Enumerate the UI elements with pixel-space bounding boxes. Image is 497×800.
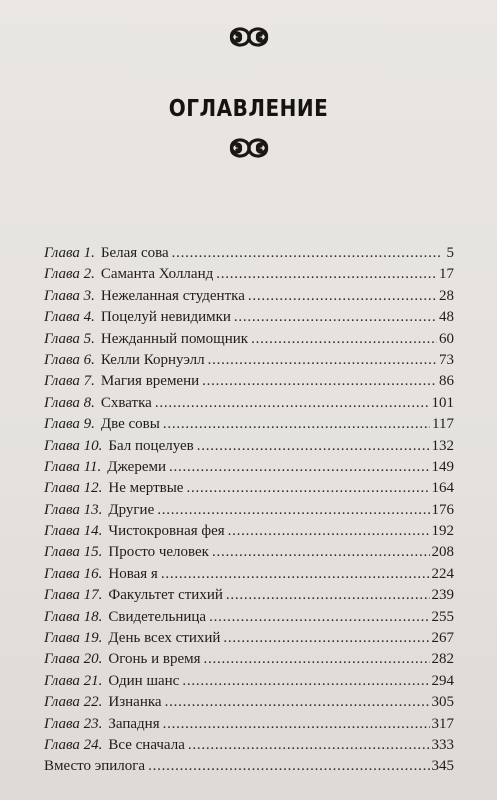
chapter-title: Свидетельница	[108, 608, 207, 625]
chapter-label: Глава	[44, 458, 80, 475]
toc-entry	[44, 542, 454, 563]
toc-entry	[44, 393, 454, 414]
page-number: 294	[431, 672, 454, 689]
chapter-number: 22.	[83, 694, 103, 711]
dot-leader	[234, 307, 437, 328]
chapter-title: Нежданный помощник	[100, 330, 249, 347]
page-number: 317	[431, 715, 454, 732]
toc-entry	[44, 286, 454, 307]
chapter-label: Глава	[44, 608, 80, 625]
page-title: ОГЛАВЛЕНИЕ	[168, 94, 329, 122]
chapter-number: 3.	[83, 287, 95, 304]
dot-leader	[223, 628, 429, 649]
dot-leader	[165, 692, 430, 713]
chapter-label: Глава	[44, 266, 80, 283]
page-number: 5	[446, 245, 454, 261]
toc-entry	[44, 500, 454, 521]
chapter-title: Поцелуй невидимки	[100, 309, 231, 326]
page-number: 73	[439, 351, 454, 368]
chapter-number: 20.	[83, 651, 103, 668]
page-number: 149	[431, 458, 454, 475]
chapter-number: 9.	[83, 416, 95, 433]
dot-leader	[155, 393, 430, 414]
chapter-label: Глава	[44, 736, 80, 753]
toc-entry	[44, 307, 454, 328]
page-number: 224	[431, 565, 454, 582]
page-number: 28	[439, 287, 454, 304]
toc-entry	[44, 436, 454, 457]
page-number: 17	[439, 266, 454, 283]
chapter-title: Не мертвые	[108, 480, 184, 497]
chapter-number: 15.	[83, 544, 103, 561]
dot-leader	[208, 350, 437, 371]
toc-entry	[44, 564, 454, 585]
epilogue-title: Вместо эпилога	[44, 758, 146, 775]
chapter-label: Глава	[44, 587, 80, 604]
chapter-label: Глава	[44, 672, 80, 689]
chapter-title: Саманта Холланд	[100, 266, 214, 283]
chapter-title: Келли Корнуэлл	[100, 351, 205, 368]
chapter-number: 10.	[83, 437, 103, 454]
toc-entry	[44, 350, 454, 371]
chapter-label: Глава	[44, 565, 80, 582]
dot-leader	[188, 735, 430, 756]
chapter-label: Глава	[44, 694, 80, 711]
toc-entry	[44, 478, 454, 499]
chapter-number: 19.	[83, 630, 103, 647]
chapter-label: Глава	[44, 523, 80, 540]
dot-leader	[163, 414, 430, 435]
toc-entry	[44, 692, 454, 713]
double-spiral-ornament-icon	[219, 135, 279, 161]
chapter-title: Один шанс	[108, 672, 180, 689]
dot-leader	[212, 542, 430, 563]
page-number: 132	[431, 437, 454, 454]
page-number: 117	[432, 416, 454, 433]
chapter-label: Глава	[44, 544, 80, 561]
toc-entry	[44, 243, 454, 264]
chapter-number: 17.	[83, 587, 103, 604]
chapter-label: Глава	[44, 651, 80, 668]
dot-leader	[216, 264, 437, 285]
toc-entry	[44, 585, 454, 606]
chapter-number: 1.	[83, 245, 95, 261]
chapter-title: Все сначала	[108, 736, 185, 753]
chapter-title: Факультет стихий	[108, 587, 223, 604]
chapter-number: 6.	[83, 351, 95, 368]
dot-leader	[209, 607, 429, 628]
chapter-number: 11.	[83, 458, 102, 475]
page-number: 60	[439, 330, 454, 347]
page-number: 333	[431, 736, 454, 753]
chapter-label: Глава	[44, 309, 80, 326]
chapter-label: Глава	[44, 501, 80, 518]
chapter-number: 23.	[83, 715, 103, 732]
page-number: 345	[431, 758, 454, 775]
chapter-title: Просто человек	[108, 544, 209, 561]
page-number: 48	[439, 309, 454, 326]
toc-entry	[44, 607, 454, 628]
page-number: 164	[431, 480, 454, 497]
toc-entry	[44, 371, 454, 392]
chapter-number: 4.	[83, 309, 95, 326]
page-number: 267	[431, 630, 454, 647]
chapter-number: 24.	[83, 736, 103, 753]
chapter-title: Две совы	[100, 416, 160, 433]
chapter-label: Глава	[44, 351, 80, 368]
chapter-title: Огонь и время	[108, 651, 201, 668]
chapter-title: Джереми	[107, 458, 166, 475]
chapter-label: Глава	[44, 373, 80, 390]
dot-leader	[251, 329, 437, 350]
chapter-title: Западня	[108, 715, 160, 732]
chapter-title: Изнанка	[108, 694, 162, 711]
page-number: 305	[431, 694, 454, 711]
chapter-number: 2.	[83, 266, 95, 283]
toc-entry	[44, 714, 454, 735]
chapter-label: Глава	[44, 437, 80, 454]
chapter-label: Глава	[44, 715, 80, 732]
dot-leader	[172, 243, 442, 264]
dot-leader	[248, 286, 437, 307]
table-of-contents	[44, 243, 454, 778]
toc-entry	[44, 671, 454, 692]
chapter-label: Глава	[44, 630, 80, 647]
dot-leader	[163, 714, 430, 735]
chapter-title: Нежеланная студентка	[100, 287, 245, 304]
page-number: 282	[431, 651, 454, 668]
toc-entry	[44, 735, 454, 756]
chapter-title: Бал поцелуев	[108, 437, 194, 454]
toc-entry	[44, 457, 454, 478]
chapter-number: 18.	[83, 608, 103, 625]
chapter-title: Другие	[108, 501, 155, 518]
chapter-number: 13.	[83, 501, 103, 518]
dot-leader	[161, 564, 430, 585]
toc-entry	[44, 521, 454, 542]
toc-entry	[44, 414, 454, 435]
chapter-title: Новая я	[108, 565, 158, 582]
chapter-number: 5.	[83, 330, 95, 347]
double-spiral-ornament-icon	[219, 24, 279, 50]
chapter-title: Схватка	[100, 394, 152, 411]
chapter-number: 21.	[83, 672, 103, 689]
chapter-label: Глава	[44, 416, 80, 433]
dot-leader	[186, 478, 429, 499]
chapter-label: Глава	[44, 330, 80, 347]
chapter-label: Глава	[44, 480, 80, 497]
dot-leader	[226, 585, 430, 606]
chapter-title: Магия времени	[100, 373, 200, 390]
toc-entry	[44, 628, 454, 649]
dot-leader	[202, 371, 437, 392]
page-number: 86	[439, 373, 454, 390]
page-number: 176	[431, 501, 454, 518]
chapter-title: Чистокровная фея	[108, 523, 225, 540]
chapter-label: Глава	[44, 394, 80, 411]
toc-entry	[44, 329, 454, 350]
chapter-title: День всех стихий	[108, 630, 221, 647]
dot-leader	[197, 436, 430, 457]
dot-leader	[169, 457, 430, 478]
chapter-number: 12.	[83, 480, 103, 497]
toc-entry-epilogue	[44, 756, 454, 777]
chapter-number: 16.	[83, 565, 103, 582]
chapter-number: 14.	[83, 523, 103, 540]
dot-leader	[204, 649, 430, 670]
page-number: 101	[431, 394, 454, 411]
chapter-label: Глава	[44, 245, 80, 261]
toc-entry	[44, 649, 454, 670]
page-number: 192	[431, 523, 454, 540]
page-number: 208	[431, 544, 454, 561]
dot-leader	[228, 521, 430, 542]
dot-leader	[182, 671, 429, 692]
toc-entry	[44, 264, 454, 285]
dot-leader	[157, 500, 429, 521]
page-number: 239	[431, 587, 454, 604]
chapter-number: 8.	[83, 394, 95, 411]
chapter-number: 7.	[83, 373, 95, 390]
dot-leader	[148, 756, 429, 777]
page-number: 255	[431, 608, 454, 625]
chapter-title: Белая сова	[100, 245, 169, 261]
chapter-label: Глава	[44, 287, 80, 304]
